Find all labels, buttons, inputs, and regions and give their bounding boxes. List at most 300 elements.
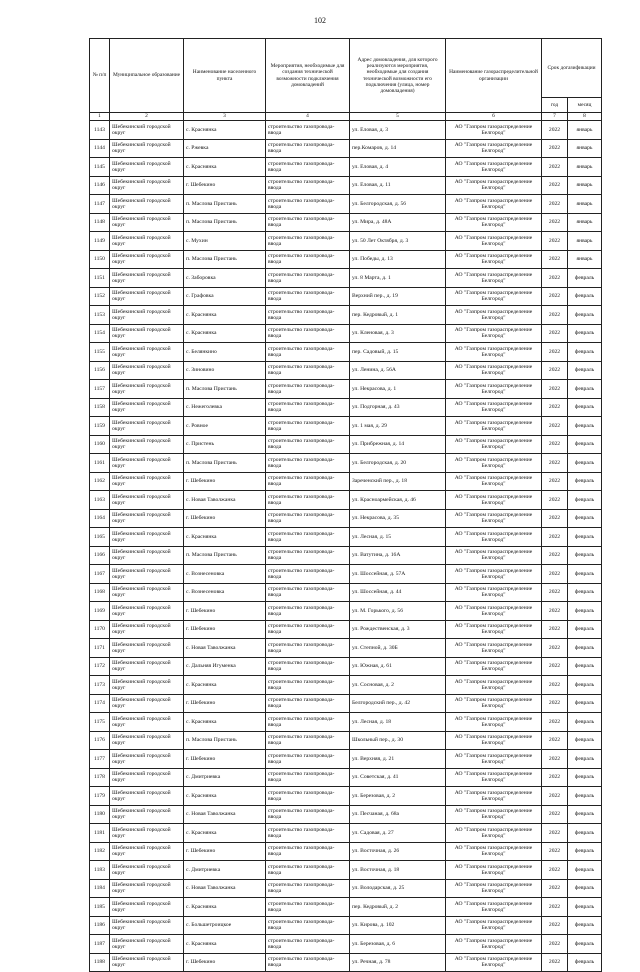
row-number: 1158 — [90, 398, 110, 417]
table-header — [90, 39, 602, 121]
locality-cell: г. Шебекино — [184, 620, 266, 639]
row-number: 1157 — [90, 380, 110, 399]
locality-cell: п. Маслова Пристань — [184, 731, 266, 750]
locality-cell: с. Зиновино — [184, 361, 266, 380]
year-cell: 2022 — [542, 287, 568, 306]
year-cell: 2022 — [542, 232, 568, 251]
table-row — [90, 768, 602, 787]
row-number: 1171 — [90, 639, 110, 658]
year-cell: 2022 — [542, 842, 568, 861]
municipality-cell: Шебекинский городской округ — [110, 250, 184, 269]
row-number: 1154 — [90, 324, 110, 343]
organization-cell: АО "Газпром газораспределение Белгород" — [446, 343, 542, 362]
organization-cell: АО "Газпром газораспределение Белгород" — [446, 953, 542, 972]
address-cell: ул. Южная, д. 61 — [350, 657, 446, 676]
month-cell: февраль — [568, 602, 602, 621]
activity-cell: строительство газопровода-ввода — [266, 398, 350, 417]
organization-cell: АО "Газпром газораспределение Белгород" — [446, 213, 542, 232]
address-cell: ул. Рождественская, д. 3 — [350, 620, 446, 639]
locality-cell: с. Краснянка — [184, 935, 266, 954]
activity-cell: строительство газопровода-ввода — [266, 898, 350, 917]
row-number: 1143 — [90, 121, 110, 140]
municipality-cell: Шебекинский городской округ — [110, 620, 184, 639]
year-cell: 2022 — [542, 139, 568, 158]
address-cell: ул. Песчаная, д. 68а — [350, 805, 446, 824]
column-number: 3 — [184, 113, 266, 121]
organization-cell: АО "Газпром газораспределение Белгород" — [446, 565, 542, 584]
organization-cell: АО "Газпром газораспределение Белгород" — [446, 528, 542, 547]
row-number: 1185 — [90, 898, 110, 917]
municipality-cell: Шебекинский городской округ — [110, 380, 184, 399]
month-cell: февраль — [568, 861, 602, 880]
year-cell: 2022 — [542, 583, 568, 602]
header-locality: Наименование населенного пункта — [184, 39, 266, 113]
municipality-cell: Шебекинский городской округ — [110, 935, 184, 954]
year-cell: 2022 — [542, 472, 568, 491]
municipality-cell: Шебекинский городской округ — [110, 121, 184, 140]
header-month: месяц — [568, 98, 602, 113]
organization-cell: АО "Газпром газораспределение Белгород" — [446, 694, 542, 713]
locality-cell: с. Краснянка — [184, 121, 266, 140]
row-number: 1181 — [90, 824, 110, 843]
year-cell: 2022 — [542, 528, 568, 547]
table-row — [90, 750, 602, 769]
address-cell: ул. Шоссейная, д. 44 — [350, 583, 446, 602]
activity-cell: строительство газопровода-ввода — [266, 639, 350, 658]
organization-cell: АО "Газпром газораспределение Белгород" — [446, 824, 542, 843]
month-cell: январь — [568, 213, 602, 232]
month-cell: февраль — [568, 694, 602, 713]
year-cell: 2022 — [542, 824, 568, 843]
table-row — [90, 861, 602, 880]
row-number: 1144 — [90, 139, 110, 158]
year-cell: 2022 — [542, 269, 568, 288]
organization-cell: АО "Газпром газораспределение Белгород" — [446, 805, 542, 824]
address-cell: ул. 8 Марта, д. 1 — [350, 269, 446, 288]
locality-cell: п. Маслова Пристань — [184, 195, 266, 214]
column-number: 5 — [350, 113, 446, 121]
table-row — [90, 269, 602, 288]
table-row — [90, 620, 602, 639]
row-number: 1175 — [90, 713, 110, 732]
address-cell: ул. Некрасова, д. 35 — [350, 509, 446, 528]
activity-cell: строительство газопровода-ввода — [266, 676, 350, 695]
locality-cell: с. Новая Таволжанка — [184, 639, 266, 658]
activity-cell: строительство газопровода-ввода — [266, 953, 350, 972]
organization-cell: АО "Газпром газораспределение Белгород" — [446, 287, 542, 306]
activity-cell: строительство газопровода-ввода — [266, 620, 350, 639]
activity-cell: строительство газопровода-ввода — [266, 824, 350, 843]
activity-cell: строительство газопровода-ввода — [266, 287, 350, 306]
address-cell: ул. Кленовая, д. 3 — [350, 324, 446, 343]
organization-cell: АО "Газпром газораспределение Белгород" — [446, 269, 542, 288]
row-number: 1174 — [90, 694, 110, 713]
row-number: 1166 — [90, 546, 110, 565]
month-cell: февраль — [568, 842, 602, 861]
organization-cell: АО "Газпром газораспределение Белгород" — [446, 546, 542, 565]
municipality-cell: Шебекинский городской округ — [110, 509, 184, 528]
month-cell: февраль — [568, 898, 602, 917]
activity-cell: строительство газопровода-ввода — [266, 121, 350, 140]
activity-cell: строительство газопровода-ввода — [266, 602, 350, 621]
activity-cell: строительство газопровода-ввода — [266, 509, 350, 528]
month-cell: февраль — [568, 750, 602, 769]
organization-cell: АО "Газпром газораспределение Белгород" — [446, 676, 542, 695]
municipality-cell: Шебекинский городской округ — [110, 694, 184, 713]
municipality-cell: Шебекинский городской округ — [110, 657, 184, 676]
table-row — [90, 787, 602, 806]
municipality-cell: Шебекинский городской округ — [110, 824, 184, 843]
header-municipality: Муниципальное образование — [110, 39, 184, 113]
table-row — [90, 287, 602, 306]
activity-cell: строительство газопровода-ввода — [266, 583, 350, 602]
table-row — [90, 528, 602, 547]
organization-cell: АО "Газпром газораспределение Белгород" — [446, 139, 542, 158]
row-number: 1160 — [90, 435, 110, 454]
organization-cell: АО "Газпром газораспределение Белгород" — [446, 491, 542, 510]
row-number: 1168 — [90, 583, 110, 602]
year-cell: 2022 — [542, 565, 568, 584]
column-number: 6 — [446, 113, 542, 121]
address-cell: ул. Мира, д. 48А — [350, 213, 446, 232]
address-cell: ул. Советская, д. 41 — [350, 768, 446, 787]
organization-cell: АО "Газпром газораспределение Белгород" — [446, 583, 542, 602]
month-cell: февраль — [568, 528, 602, 547]
row-number: 1177 — [90, 750, 110, 769]
address-cell: ул. Ватутина, д. 16А — [350, 546, 446, 565]
address-cell: ул. Верхняя, д. 21 — [350, 750, 446, 769]
municipality-cell: Шебекинский городской округ — [110, 287, 184, 306]
header-num: № п/п — [90, 39, 110, 113]
address-cell: ул. Березовая, д. 2 — [350, 787, 446, 806]
table-row — [90, 639, 602, 658]
address-cell: ул. Шоссейная, д. 57А — [350, 565, 446, 584]
organization-cell: АО "Газпром газораспределение Белгород" — [446, 232, 542, 251]
address-cell: ул. 1 мая, д. 29 — [350, 417, 446, 436]
address-cell: ул. Володарская, д. 25 — [350, 879, 446, 898]
table-row — [90, 953, 602, 972]
organization-cell: АО "Газпром газораспределение Белгород" — [446, 361, 542, 380]
municipality-cell: Шебекинский городской округ — [110, 879, 184, 898]
municipality-cell: Шебекинский городской округ — [110, 343, 184, 362]
year-cell: 2022 — [542, 694, 568, 713]
month-cell: январь — [568, 176, 602, 195]
row-number: 1170 — [90, 620, 110, 639]
year-cell: 2022 — [542, 546, 568, 565]
year-cell: 2022 — [542, 435, 568, 454]
address-cell: ул. Лесная, д. 15 — [350, 528, 446, 547]
locality-cell: г. Шебекино — [184, 602, 266, 621]
locality-cell: с. Ржевка — [184, 139, 266, 158]
column-number: 8 — [568, 113, 602, 121]
locality-cell: с. Новая Таволжанка — [184, 879, 266, 898]
municipality-cell: Шебекинский городской округ — [110, 417, 184, 436]
organization-cell: АО "Газпром газораспределение Белгород" — [446, 250, 542, 269]
year-cell: 2022 — [542, 121, 568, 140]
month-cell: январь — [568, 158, 602, 177]
row-number: 1147 — [90, 195, 110, 214]
year-cell: 2022 — [542, 898, 568, 917]
month-cell: февраль — [568, 768, 602, 787]
year-cell: 2022 — [542, 324, 568, 343]
year-cell: 2022 — [542, 343, 568, 362]
row-number: 1159 — [90, 417, 110, 436]
municipality-cell: Шебекинский городской округ — [110, 491, 184, 510]
address-cell: ул. Белгородская, д. 56 — [350, 195, 446, 214]
municipality-cell: Шебекинский городской округ — [110, 139, 184, 158]
locality-cell: г. Шебекино — [184, 176, 266, 195]
month-cell: февраль — [568, 361, 602, 380]
locality-cell: с. Ровное — [184, 417, 266, 436]
locality-cell: с. Мухин — [184, 232, 266, 251]
year-cell: 2022 — [542, 935, 568, 954]
month-cell: февраль — [568, 805, 602, 824]
locality-cell: с. Новая Таволжанка — [184, 805, 266, 824]
municipality-cell: Шебекинский городской округ — [110, 842, 184, 861]
table-row — [90, 380, 602, 399]
table-row — [90, 824, 602, 843]
month-cell: февраль — [568, 417, 602, 436]
header-year: год — [542, 98, 568, 113]
table-row — [90, 676, 602, 695]
municipality-cell: Шебекинский городской округ — [110, 306, 184, 325]
activity-cell: строительство газопровода-ввода — [266, 324, 350, 343]
locality-cell: п. Маслова Пристань — [184, 454, 266, 473]
organization-cell: АО "Газпром газораспределение Белгород" — [446, 750, 542, 769]
activity-cell: строительство газопровода-ввода — [266, 417, 350, 436]
year-cell: 2022 — [542, 787, 568, 806]
activity-cell: строительство газопровода-ввода — [266, 343, 350, 362]
year-cell: 2022 — [542, 306, 568, 325]
organization-cell: АО "Газпром газораспределение Белгород" — [446, 472, 542, 491]
locality-cell: с. Краснянка — [184, 306, 266, 325]
year-cell: 2022 — [542, 602, 568, 621]
locality-cell: п. Маслова Пристань — [184, 213, 266, 232]
activity-cell: строительство газопровода-ввода — [266, 213, 350, 232]
address-cell: ул. Прибрежная, д. 14 — [350, 435, 446, 454]
header-address: Адрес домовладения, для которого реализуются мероприятия, необходимые для создания технической возможности его подключения (улица, номер домовладения) — [350, 39, 446, 113]
row-number: 1148 — [90, 213, 110, 232]
row-number: 1145 — [90, 158, 110, 177]
address-cell: ул. Еловая, д. 4 — [350, 158, 446, 177]
row-number: 1146 — [90, 176, 110, 195]
month-cell: февраль — [568, 435, 602, 454]
locality-cell: с. Пристень — [184, 435, 266, 454]
header-organization: Наименование газораспределительной организации — [446, 39, 542, 113]
row-number: 1162 — [90, 472, 110, 491]
year-cell: 2022 — [542, 417, 568, 436]
address-cell: ул. Садовая, д. 27 — [350, 824, 446, 843]
row-number: 1149 — [90, 232, 110, 251]
table-row — [90, 195, 602, 214]
row-number: 1179 — [90, 787, 110, 806]
municipality-cell: Шебекинский городской округ — [110, 195, 184, 214]
month-cell: февраль — [568, 916, 602, 935]
locality-cell: г. Шебекино — [184, 472, 266, 491]
municipality-cell: Шебекинский городской округ — [110, 232, 184, 251]
locality-cell: с. Вознесеновка — [184, 583, 266, 602]
row-number: 1173 — [90, 676, 110, 695]
month-cell: февраль — [568, 657, 602, 676]
organization-cell: АО "Газпром газораспределение Белгород" — [446, 620, 542, 639]
activity-cell: строительство газопровода-ввода — [266, 935, 350, 954]
municipality-cell: Шебекинский городской округ — [110, 953, 184, 972]
locality-cell: п. Маслова Пристань — [184, 380, 266, 399]
row-number: 1183 — [90, 861, 110, 880]
row-number: 1155 — [90, 343, 110, 362]
municipality-cell: Шебекинский городской округ — [110, 528, 184, 547]
table-row — [90, 805, 602, 824]
year-cell: 2022 — [542, 213, 568, 232]
table-row — [90, 583, 602, 602]
address-cell: ул. Березовая, д. 6 — [350, 935, 446, 954]
locality-cell: с. Краснянка — [184, 713, 266, 732]
activity-cell: строительство газопровода-ввода — [266, 546, 350, 565]
address-cell: Зареченский пер., д. 18 — [350, 472, 446, 491]
address-cell: пер.Комаров, д. 14 — [350, 139, 446, 158]
locality-cell: г. Шебекино — [184, 694, 266, 713]
year-cell: 2022 — [542, 250, 568, 269]
municipality-cell: Шебекинский городской округ — [110, 565, 184, 584]
organization-cell: АО "Газпром газораспределение Белгород" — [446, 158, 542, 177]
year-cell: 2022 — [542, 768, 568, 787]
activity-cell: строительство газопровода-ввода — [266, 713, 350, 732]
month-cell: февраль — [568, 565, 602, 584]
month-cell: февраль — [568, 343, 602, 362]
address-cell: ул. Еловая, д. 3 — [350, 121, 446, 140]
address-cell: ул. Некрасова, д. 1 — [350, 380, 446, 399]
municipality-cell: Шебекинский городской округ — [110, 731, 184, 750]
row-number: 1151 — [90, 269, 110, 288]
municipality-cell: Шебекинский городской округ — [110, 361, 184, 380]
locality-cell: с. Дмитриевка — [184, 861, 266, 880]
activity-cell: строительство газопровода-ввода — [266, 842, 350, 861]
month-cell: январь — [568, 195, 602, 214]
table-row — [90, 694, 602, 713]
locality-cell: с. Краснянка — [184, 158, 266, 177]
table-row — [90, 491, 602, 510]
gasification-table — [89, 38, 602, 972]
address-cell: пер. Кедровый, д. 1 — [350, 306, 446, 325]
organization-cell: АО "Газпром газораспределение Белгород" — [446, 879, 542, 898]
address-cell: ул. Степной, д. 30Б — [350, 639, 446, 658]
column-number: 2 — [110, 113, 184, 121]
month-cell: февраль — [568, 639, 602, 658]
row-number: 1188 — [90, 953, 110, 972]
month-cell: февраль — [568, 935, 602, 954]
organization-cell: АО "Газпром газораспределение Белгород" — [446, 380, 542, 399]
address-cell: ул. Красноармейская, д. 46 — [350, 491, 446, 510]
year-cell: 2022 — [542, 380, 568, 399]
activity-cell: строительство газопровода-ввода — [266, 916, 350, 935]
address-cell: пер. Садовый, д. 15 — [350, 343, 446, 362]
address-cell: ул. Еловая, д. 11 — [350, 176, 446, 195]
year-cell: 2022 — [542, 731, 568, 750]
row-number: 1172 — [90, 657, 110, 676]
month-cell: январь — [568, 250, 602, 269]
locality-cell: с. Нежеголевка — [184, 398, 266, 417]
table-row — [90, 916, 602, 935]
month-cell: февраль — [568, 620, 602, 639]
table-row — [90, 509, 602, 528]
organization-cell: АО "Газпром газораспределение Белгород" — [446, 195, 542, 214]
municipality-cell: Шебекинский городской округ — [110, 861, 184, 880]
organization-cell: АО "Газпром газораспределение Белгород" — [446, 602, 542, 621]
activity-cell: строительство газопровода-ввода — [266, 139, 350, 158]
table-row — [90, 898, 602, 917]
month-cell: февраль — [568, 491, 602, 510]
table-row — [90, 565, 602, 584]
municipality-cell: Шебекинский городской округ — [110, 546, 184, 565]
organization-cell: АО "Газпром газораспределение Белгород" — [446, 435, 542, 454]
municipality-cell: Шебекинский городской округ — [110, 676, 184, 695]
organization-cell: АО "Газпром газораспределение Белгород" — [446, 639, 542, 658]
table-row — [90, 454, 602, 473]
activity-cell: строительство газопровода-ввода — [266, 250, 350, 269]
municipality-cell: Шебекинский городской округ — [110, 768, 184, 787]
activity-cell: строительство газопровода-ввода — [266, 657, 350, 676]
year-cell: 2022 — [542, 879, 568, 898]
row-number: 1182 — [90, 842, 110, 861]
locality-cell: с. Краснянка — [184, 787, 266, 806]
table-row — [90, 232, 602, 251]
table-row — [90, 306, 602, 325]
municipality-cell: Шебекинский городской округ — [110, 398, 184, 417]
activity-cell: строительство газопровода-ввода — [266, 380, 350, 399]
year-cell: 2022 — [542, 676, 568, 695]
row-number: 1156 — [90, 361, 110, 380]
row-number: 1163 — [90, 491, 110, 510]
table-row — [90, 250, 602, 269]
municipality-cell: Шебекинский городской округ — [110, 454, 184, 473]
activity-cell: строительство газопровода-ввода — [266, 232, 350, 251]
year-cell: 2022 — [542, 805, 568, 824]
locality-cell: с. Краснянка — [184, 898, 266, 917]
address-cell: ул. Восточная, д. 26 — [350, 842, 446, 861]
locality-cell: с. Белянкино — [184, 343, 266, 362]
table-row — [90, 602, 602, 621]
locality-cell: с. Краснянка — [184, 676, 266, 695]
row-number: 1153 — [90, 306, 110, 325]
organization-cell: АО "Газпром газораспределение Белгород" — [446, 916, 542, 935]
municipality-cell: Шебекинский городской округ — [110, 472, 184, 491]
year-cell: 2022 — [542, 158, 568, 177]
table-row — [90, 139, 602, 158]
row-number: 1187 — [90, 935, 110, 954]
municipality-cell: Шебекинский городской округ — [110, 435, 184, 454]
year-cell: 2022 — [542, 657, 568, 676]
table-row — [90, 417, 602, 436]
organization-cell: АО "Газпром газораспределение Белгород" — [446, 121, 542, 140]
table-row — [90, 842, 602, 861]
locality-cell: г. Шебекино — [184, 842, 266, 861]
municipality-cell: Шебекинский городской округ — [110, 176, 184, 195]
activity-cell: строительство газопровода-ввода — [266, 787, 350, 806]
organization-cell: АО "Газпром газораспределение Белгород" — [446, 731, 542, 750]
column-number: 4 — [266, 113, 350, 121]
month-cell: февраль — [568, 676, 602, 695]
locality-cell: с. Краснянка — [184, 324, 266, 343]
row-number: 1150 — [90, 250, 110, 269]
month-cell: февраль — [568, 398, 602, 417]
table-row — [90, 879, 602, 898]
year-cell: 2022 — [542, 916, 568, 935]
locality-cell: с. Заборовка — [184, 269, 266, 288]
table-row — [90, 213, 602, 232]
table-row — [90, 935, 602, 954]
row-number: 1161 — [90, 454, 110, 473]
address-cell: ул. Сосновая, д. 2 — [350, 676, 446, 695]
